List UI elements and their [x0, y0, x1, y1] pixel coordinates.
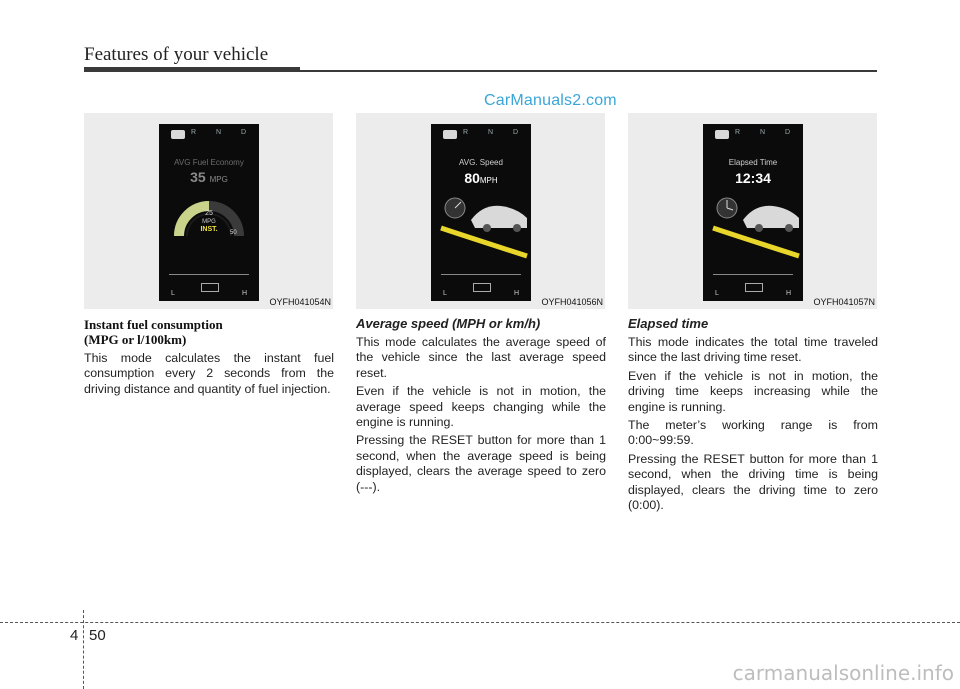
figure-code: OYFH041057N: [813, 297, 875, 307]
screen-value: 12:34: [735, 170, 771, 186]
dial-max-label: 50: [230, 230, 237, 236]
gauge-low-label: L: [443, 290, 447, 297]
screen-value-number: 35: [190, 169, 206, 185]
section-average-speed: [356, 316, 606, 498]
figure-elapsed-time: [628, 113, 877, 309]
gauge-high-label: H: [785, 290, 791, 297]
dial-top-label: 25: [205, 210, 213, 217]
dial-unit-label: MPG: [202, 219, 216, 225]
screen-value-number: 80: [464, 170, 480, 186]
section-heading-line1: Instant fuel consumption: [84, 317, 223, 332]
gauge-low-label: L: [715, 290, 719, 297]
section-paragraph: This mode indicates the total time traveled since the last driving time reset.: [628, 335, 878, 365]
gauge-low-label: L: [171, 290, 175, 297]
page-number: 50: [89, 627, 106, 644]
figure-code: OYFH041056N: [541, 297, 603, 307]
gear-p-icon: [171, 130, 185, 139]
screen-value: [431, 170, 531, 186]
gear-indicator: R N D: [735, 129, 800, 136]
chapter-number: 4: [70, 627, 79, 644]
footer-rule: [0, 622, 960, 623]
site-watermark-link[interactable]: carmanualsonline.info: [732, 661, 954, 685]
section-paragraph: The meter’s working range is from 0:00~99:59.: [628, 418, 878, 448]
section-paragraph: Pressing the RESET button for more than 1 second, when the driving time is being displayed, clears the driving time to zero (0:00).: [628, 451, 878, 513]
cluster-screen: [703, 124, 803, 301]
figure-code: OYFH041054N: [269, 297, 331, 307]
gauge-high-label: H: [241, 290, 247, 297]
section-paragraph: Even if the vehicle is not in motion, the average speed keeps changing while the engine is running.: [356, 384, 606, 430]
section-heading: Average speed (MPH or km/h): [356, 316, 541, 331]
car-clock-illustration-icon: [703, 190, 803, 260]
section-paragraph: Pressing the RESET button for more than 1 second, when the average speed is being displayed, clears the average speed to zero (---).: [356, 433, 606, 494]
figure-average-speed: [356, 113, 605, 309]
fuel-pump-icon: [473, 283, 491, 292]
dial-inst-label: INST.: [200, 226, 218, 233]
screen-value-unit: MPG: [209, 175, 228, 184]
gear-p-icon: [715, 130, 729, 139]
section-heading: Elapsed time: [628, 316, 709, 331]
section-heading-line2: (MPG or l/100km): [84, 332, 187, 347]
section-paragraph: Even if the vehicle is not in motion, the driving time keeps increasing while the engine is running.: [628, 368, 878, 414]
figure-instant-fuel: [84, 113, 333, 309]
section-paragraph: This mode calculates the instant fuel consumption every 2 seconds from the driving distance and quantity of fuel injection.: [84, 351, 334, 396]
section-instant-fuel: [84, 317, 334, 400]
cluster-screen: [431, 124, 531, 301]
gear-p-icon: [443, 130, 457, 139]
section-paragraph: This mode calculates the average speed of the vehicle since the last average speed reset.: [356, 335, 606, 380]
screen-value-unit: MPH: [479, 176, 498, 185]
screen-title: AVG. Speed: [459, 158, 503, 167]
temp-gauge-bar: [713, 274, 793, 275]
section-heading: [84, 317, 334, 347]
screen-title: AVG Fuel Economy: [174, 158, 244, 167]
screen-value: [159, 169, 259, 185]
section-elapsed-time: [628, 316, 878, 516]
gear-indicator: R N D: [463, 129, 528, 136]
fuel-pump-icon: [745, 283, 763, 292]
cluster-screen: [159, 124, 259, 301]
gear-indicator: R N D: [191, 129, 256, 136]
header-rule-thick: [84, 67, 300, 72]
car-speed-illustration-icon: [431, 190, 531, 260]
temp-gauge-bar: [441, 274, 521, 275]
gauge-high-label: H: [513, 290, 519, 297]
fuel-pump-icon: [201, 283, 219, 292]
screen-title: Elapsed Time: [728, 158, 778, 167]
page-header-title: Features of your vehicle: [84, 44, 269, 65]
footer-divider: [83, 610, 84, 689]
watermark-link[interactable]: CarManuals2.com: [484, 92, 617, 109]
dial-min-label: 0: [181, 230, 185, 236]
header-rule-thin: [300, 70, 877, 72]
temp-gauge-bar: [169, 274, 249, 275]
